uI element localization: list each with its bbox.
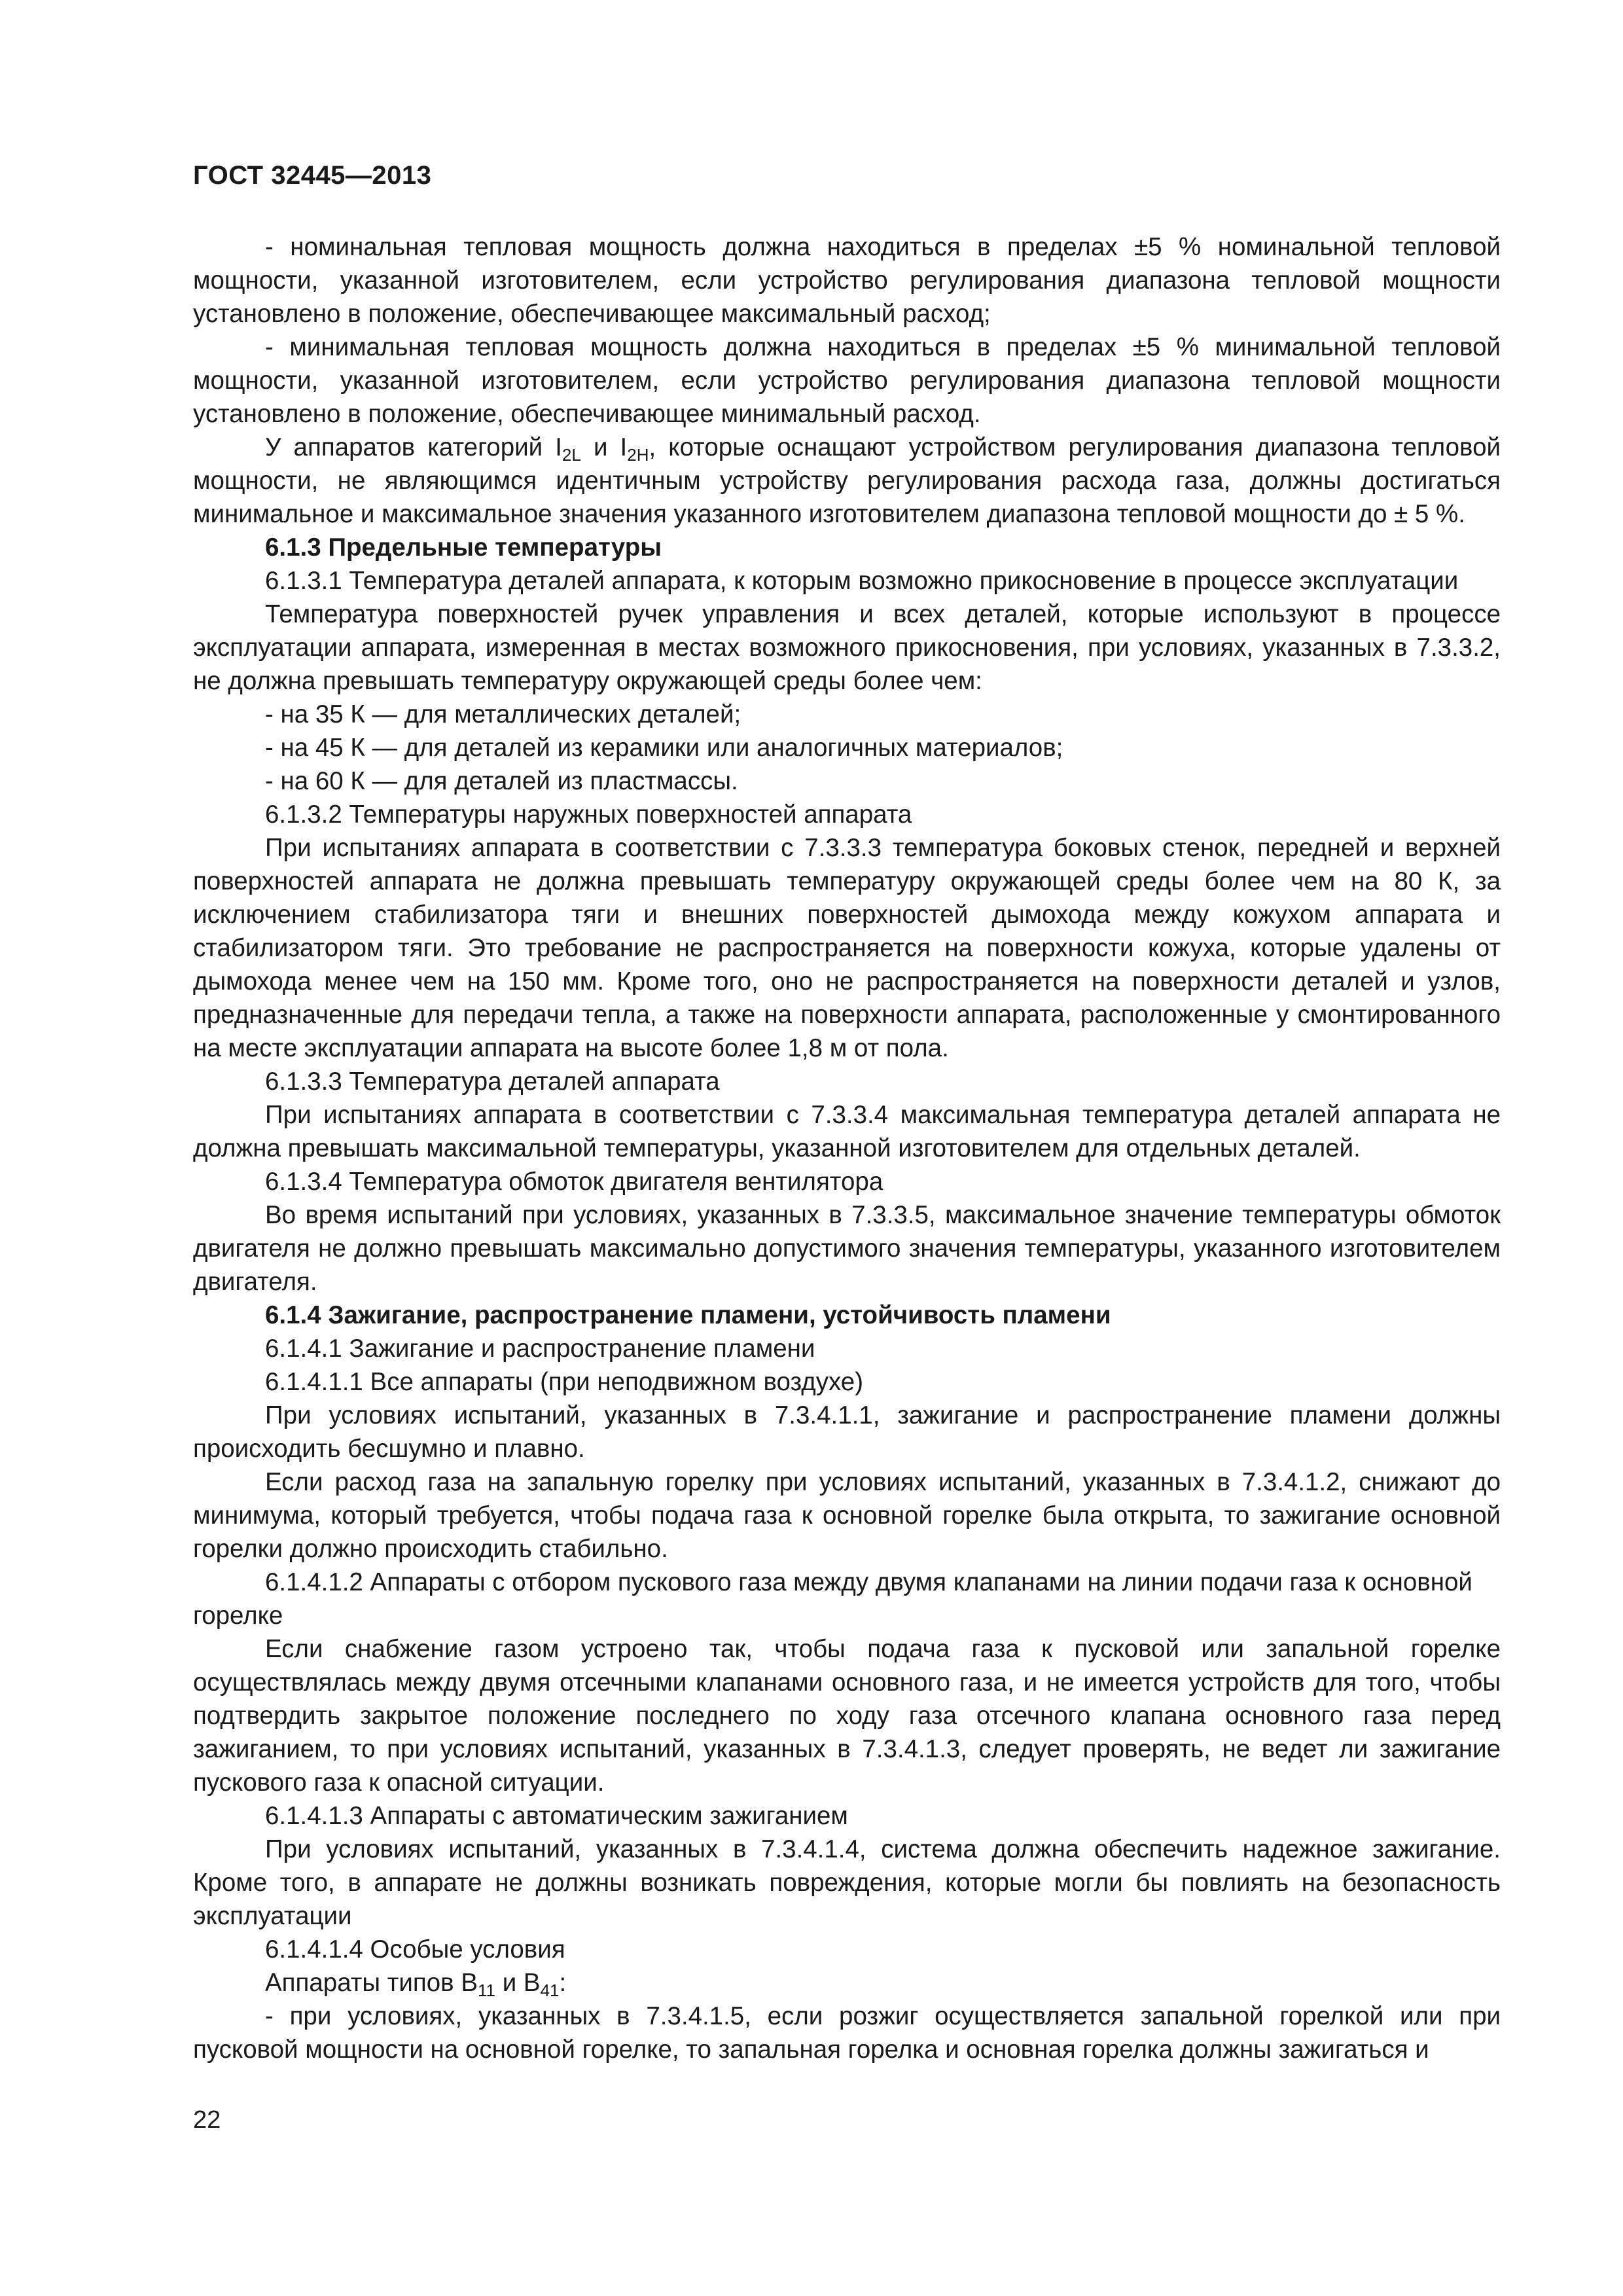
- list-item: - номинальная тепловая мощность должна находиться в пределах ±5 % номинальной тепловой мощности, указанной изготовителем, если устройство регулирования диапазона тепловой мощности установлено в положение, обеспечивающее максимальный расход;: [193, 233, 1501, 328]
- paragraph: При испытаниях аппарата в соответствии с 7.3.3.4 максимальная температура деталей аппарата не должна превышать максимальной температуры, указанной изготовителем для отдельных деталей.: [193, 1101, 1501, 1162]
- list-item: - на 45 К — для деталей из керамики или аналогичных материалов;: [265, 734, 1063, 762]
- subsection-title: 6.1.4.1.1 Все аппараты (при неподвижном воздухе): [265, 1368, 864, 1396]
- list-item: - на 60 К — для деталей из пластмассы.: [265, 767, 738, 795]
- subsection-title: 6.1.4.1.2 Аппараты с отбором пускового газа между двумя клапанами на линии подачи газа к основной горелке: [193, 1568, 1472, 1630]
- document-body: [193, 230, 1501, 2066]
- list-item: - минимальная тепловая мощность должна находиться в пределах ±5 % минимальной тепловой мощности, указанной изготовителем, если устройство регулирования диапазона тепловой мощности установлено в положение, обеспечивающее минимальный расход.: [193, 333, 1501, 428]
- document-header: ГОСТ 32445—2013: [193, 161, 432, 190]
- paragraph: Если расход газа на запальную горелку при условиях испытаний, указанных в 7.3.4.1.2, снижают до минимума, который требуется, чтобы подача газа к основной горелке была открыта, то зажигание основной горелки должно происходить стабильно.: [193, 1468, 1501, 1563]
- list-item: - при условиях, указанных в 7.3.4.1.5, если розжиг осуществляется запальной горелкой или при пусковой мощности на основной горелке, то запальная горелка и основная горелка должны зажигаться и: [193, 2002, 1501, 2064]
- subsection-title: 6.1.4.1 Зажигание и распространение пламени: [265, 1335, 815, 1363]
- subsection-title: 6.1.4.1.3 Аппараты с автоматическим зажиганием: [265, 1802, 848, 1830]
- paragraph: Во время испытаний при условиях, указанных в 7.3.3.5, максимальное значение температуры обмоток двигателя не должно превышать максимально допустимого значения температуры, указанного изготовителем двигателя.: [193, 1201, 1501, 1296]
- section-heading: 6.1.3 Предельные температуры: [265, 533, 662, 562]
- paragraph: При условиях испытаний, указанных в 7.3.4.1.4, система должна обеспечить надежное зажигание. Кроме того, в аппарате не должны возникать повреждения, которые могли бы повлиять на безопасность эксплуатации: [193, 1835, 1501, 1930]
- page-number: 22: [193, 2106, 221, 2134]
- subsection-title: 6.1.3.3 Температура деталей аппарата: [265, 1067, 720, 1096]
- subsection-title: 6.1.3.4 Температура обмоток двигателя вентилятора: [265, 1168, 883, 1196]
- paragraph: При условиях испытаний, указанных в 7.3.4.1.1, зажигание и распространение пламени должны происходить бесшумно и плавно.: [193, 1401, 1501, 1463]
- list-item: - на 35 К — для металлических деталей;: [265, 700, 741, 728]
- paragraph-categories: У аппаратов категорий $I_{2L}$ и $I_{2H}$, которые оснащают устройством регулирования диапазона тепловой мощности, не являющимся идентичным устройству регулирования расхода газа, должны достигаться минимальное и максимальное значения указанного изготовителем диапазона тепловой мощности до ± 5 %.: [193, 433, 1501, 528]
- paragraph: При испытаниях аппарата в соответствии с 7.3.3.3 температура боковых стенок, передней и верхней поверхностей аппарата не должна превышать температуру окружающей среды более чем на 80 К, за исключением стабилизатора тяги и внешних поверхностей дымохода между кожухом аппарата и стабилизатором тяги. Это требование не распространяется на поверхности кожуха, которые удалены от дымохода менее чем на 150 мм. Кроме того, оно не распространяется на поверхности деталей и узлов, предназначенные для передачи тепла, а также на поверхности аппарата, расположенные у смонтированного на месте эксплуатации аппарата на высоте более 1,8 м от пола.: [193, 834, 1501, 1062]
- paragraph: Если снабжение газом устроено так, чтобы подача газа к пусковой или запальной горелке осуществлялась между двумя отсечными клапанами основного газа, и не имеется устройств для того, чтобы подтвердить закрытое положение последнего по ходу газа отсечного клапана основного газа перед зажиганием, то при условиях испытаний, указанных в 7.3.4.1.3, следует проверять, не ведет ли зажигание пускового газа к опасной ситуации.: [193, 1635, 1501, 1797]
- subsection-title: 6.1.4.1.4 Особые условия: [265, 1935, 565, 1964]
- subsection-title: 6.1.3.1 Температура деталей аппарата, к которым возможно прикосновение в процессе эксплуатации: [265, 567, 1459, 595]
- paragraph-types: Аппараты типов $В_{11}$ и $В_{41}$:: [265, 1969, 567, 2000]
- section-heading: 6.1.4 Зажигание, распространение пламени, устойчивость пламени: [265, 1301, 1111, 1329]
- paragraph: Температура поверхностей ручек управления и всех деталей, которые используют в процессе эксплуатации аппарата, измеренная в местах возможного прикосновения, при условиях, указанных в 7.3.3.2, не должна превышать температуру окружающей среды более чем:: [193, 600, 1501, 695]
- subsection-title: 6.1.3.2 Температуры наружных поверхностей аппарата: [265, 800, 912, 829]
